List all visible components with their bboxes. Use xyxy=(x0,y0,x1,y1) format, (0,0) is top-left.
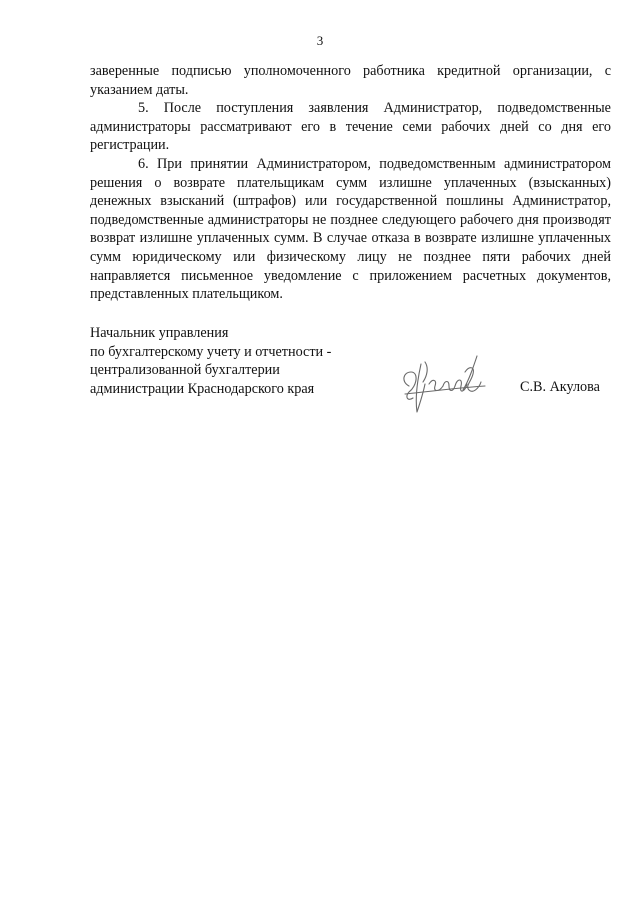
signer-name: С.В. Акулова xyxy=(520,379,600,395)
paragraph-item-5: 5. После поступления заявления Администратор, подведомственные администраторы рассматривают его в течение семи рабочих дней со дня его регистрации. xyxy=(90,100,611,154)
document-body xyxy=(90,62,611,304)
signer-position-line: администрации Краснодарского края xyxy=(90,380,315,397)
signer-position-line: Начальник управления xyxy=(90,325,229,341)
page-number: 3 xyxy=(316,33,324,48)
paragraph-item-6: 6. При принятии Администратором, подведомственным администратором решения о возврате плательщикам сумм излишне уплаченных (взысканных) денежных взысканий (штрафов) или государственной пошлины Администратор, подведомственные администраторы не позднее следующего рабочего дня производят возврат излишне уплаченных сумм. В случае отказа в возврате излишне уплаченных сумм юридическому или физическому лицу не позднее пяти рабочих дней направляется письменное уведомление с приложением расчетных документов, представленных плательщиком. xyxy=(90,155,611,303)
paragraph-continuation: заверенные подписью уполномоченного работника кредитной организации, с указанием даты. xyxy=(90,63,611,98)
signer-position-line: по бухгалтерскому учету и отчетности - xyxy=(90,343,332,360)
handwritten-signature xyxy=(395,342,495,422)
signer-position-line: централизованной бухгалтерии xyxy=(90,362,280,379)
signature-block xyxy=(90,324,611,414)
